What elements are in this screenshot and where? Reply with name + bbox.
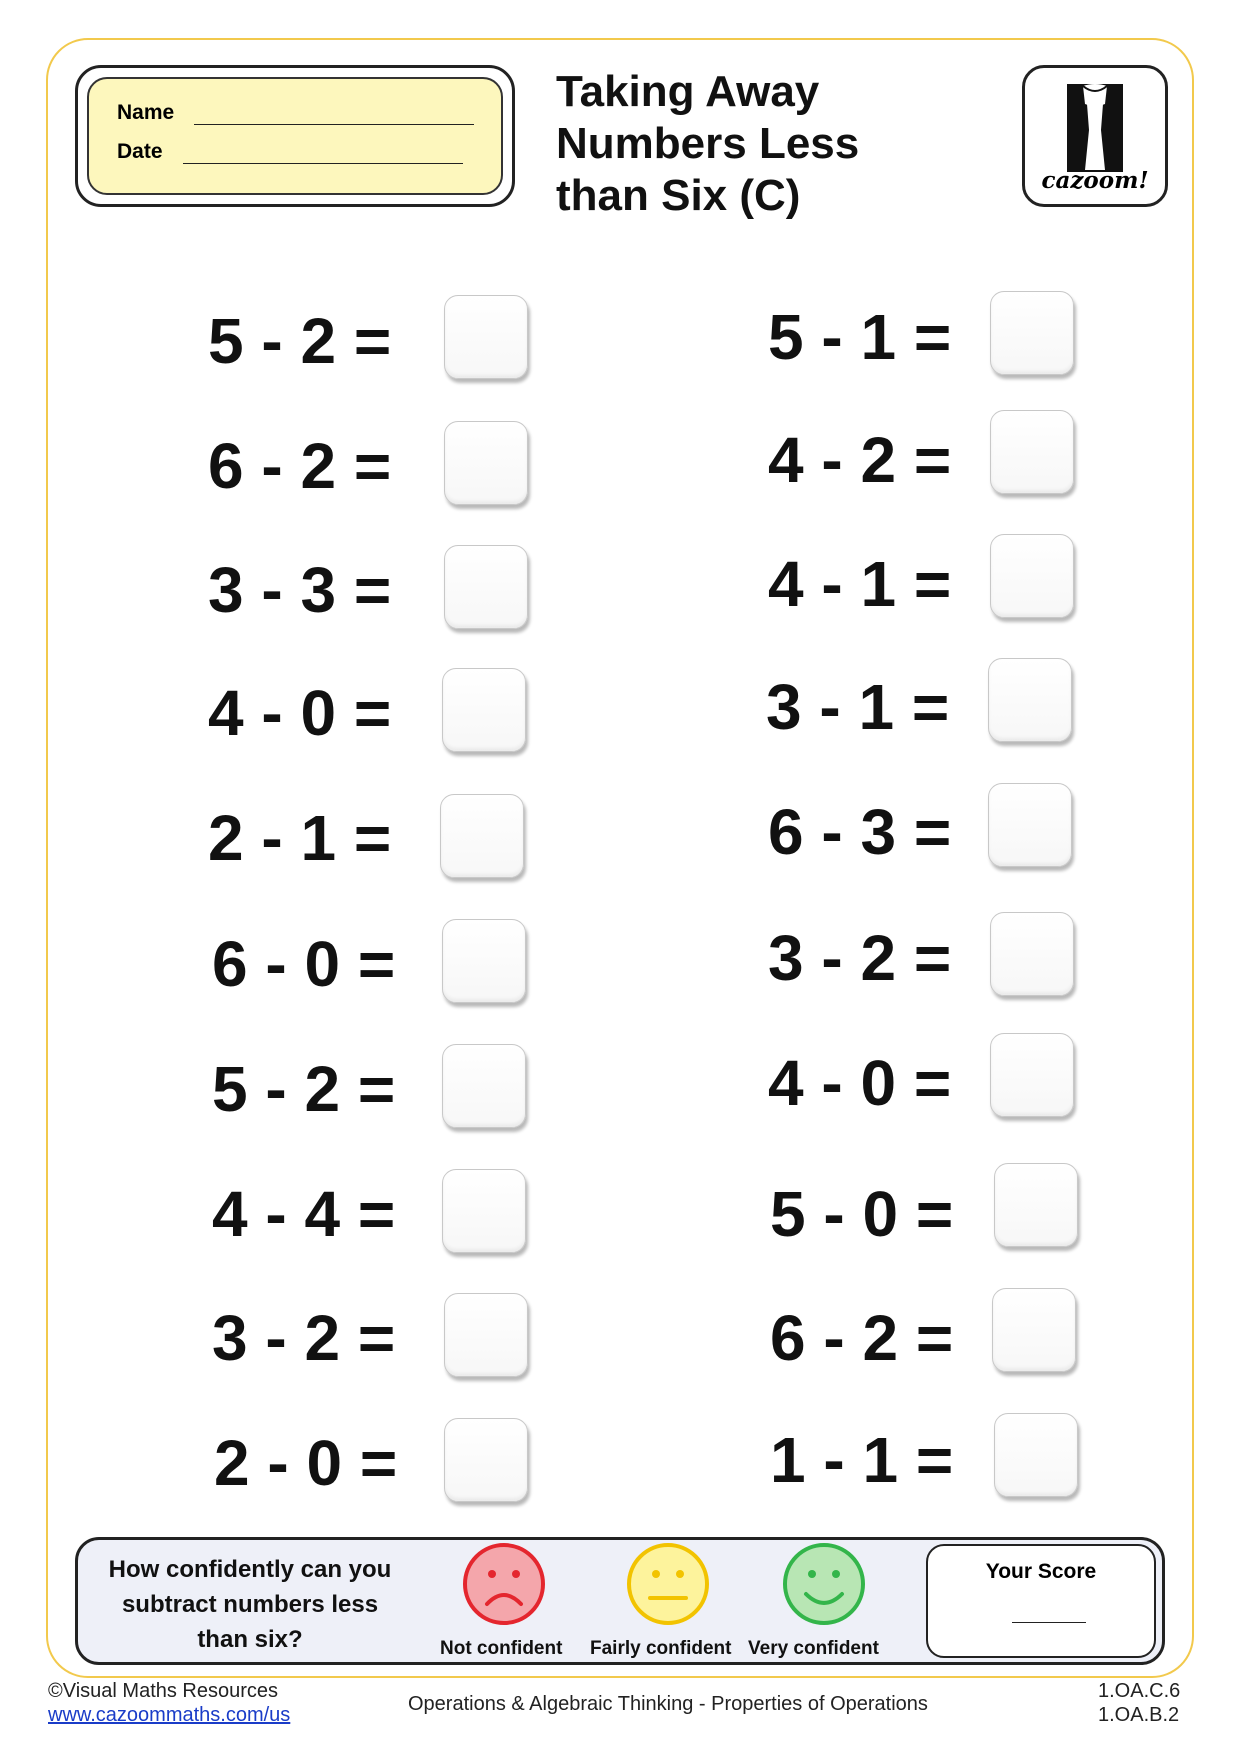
title-line-1: Taking Away: [556, 67, 820, 116]
problem-left-3: 3 - 3 =: [208, 554, 392, 626]
problem-right-2: 4 - 2 =: [768, 424, 952, 496]
problem-right-9: 6 - 2 =: [770, 1302, 954, 1374]
score-box[interactable]: [926, 1544, 1156, 1658]
problem-right-6: 3 - 2 =: [768, 922, 952, 994]
answer-box-right-4[interactable]: [988, 658, 1072, 742]
problem-left-2: 6 - 2 =: [208, 430, 392, 502]
answer-box-left-5[interactable]: [440, 794, 524, 878]
problem-right-5: 6 - 3 =: [768, 796, 952, 868]
answer-box-right-9[interactable]: [992, 1288, 1076, 1372]
standard-code-2: 1.OA.B.2: [1098, 1704, 1180, 1726]
copyright-text: ©Visual Maths Resources: [48, 1680, 279, 1702]
score-label: Your Score: [985, 1560, 1097, 1583]
problem-left-8: 4 - 4 =: [212, 1178, 396, 1250]
answer-box-left-2[interactable]: [444, 421, 528, 505]
confidence-question: How confidently can you subtract numbers less than six?: [108, 1556, 392, 1653]
title-line-2: Numbers Less: [556, 119, 860, 168]
answer-box-left-4[interactable]: [442, 668, 526, 752]
problem-left-7: 5 - 2 =: [212, 1053, 396, 1125]
answer-box-right-8[interactable]: [994, 1163, 1078, 1247]
answer-box-right-3[interactable]: [990, 534, 1074, 618]
answer-box-right-10[interactable]: [994, 1413, 1078, 1497]
answer-box-left-1[interactable]: [444, 295, 528, 379]
name-line[interactable]: [194, 106, 474, 125]
answer-box-left-9[interactable]: [444, 1293, 528, 1377]
problem-left-6: 6 - 0 =: [212, 928, 396, 1000]
date-label: Date: [117, 140, 163, 163]
score-line: [1012, 1622, 1086, 1623]
problem-right-7: 4 - 0 =: [768, 1047, 952, 1119]
date-line[interactable]: [183, 145, 463, 164]
problem-right-1: 5 - 1 =: [768, 301, 952, 373]
answer-box-right-6[interactable]: [990, 912, 1074, 996]
neutral-face-icon[interactable]: [626, 1542, 710, 1626]
website-link[interactable]: www.cazoommaths.com/us: [48, 1704, 291, 1726]
worksheet-title: [556, 66, 956, 222]
name-label: Name: [117, 101, 175, 124]
answer-box-right-5[interactable]: [988, 783, 1072, 867]
sad-face-icon[interactable]: [462, 1542, 546, 1626]
problem-right-10: 1 - 1 =: [770, 1424, 954, 1496]
problem-right-4: 3 - 1 =: [766, 671, 950, 743]
name-date-card-inner: [87, 77, 503, 195]
problem-left-5: 2 - 1 =: [208, 802, 392, 874]
problem-right-3: 4 - 1 =: [768, 548, 952, 620]
logo-text: cazoom!: [1041, 167, 1149, 194]
problem-left-4: 4 - 0 =: [208, 677, 392, 749]
answer-box-left-7[interactable]: [442, 1044, 526, 1128]
answer-box-left-3[interactable]: [444, 545, 528, 629]
not-confident-label: Not confident: [440, 1638, 563, 1659]
answer-box-left-10[interactable]: [444, 1418, 528, 1502]
topic-text: Operations & Algebraic Thinking - Properties of Operations: [408, 1693, 928, 1715]
answer-box-right-7[interactable]: [990, 1033, 1074, 1117]
name-date-card: [75, 65, 515, 207]
fairly-confident-label: Fairly confident: [590, 1638, 732, 1659]
problem-left-9: 3 - 2 =: [212, 1302, 396, 1374]
answer-box-left-8[interactable]: [442, 1169, 526, 1253]
happy-face-icon[interactable]: [782, 1542, 866, 1626]
answer-box-left-6[interactable]: [442, 919, 526, 1003]
cazoom-logo: [1022, 65, 1168, 207]
very-confident-label: Very confident: [748, 1638, 879, 1659]
date-field[interactable]: [117, 140, 463, 164]
problem-left-10: 2 - 0 =: [214, 1427, 398, 1499]
name-field[interactable]: [117, 101, 474, 125]
problem-right-8: 5 - 0 =: [770, 1178, 954, 1250]
answer-box-right-1[interactable]: [990, 291, 1074, 375]
problem-left-1: 5 - 2 =: [208, 305, 392, 377]
title-line-3: than Six (C): [556, 171, 801, 220]
standard-code-1: 1.OA.C.6: [1098, 1680, 1181, 1702]
drum-icon: [1025, 74, 1165, 174]
answer-box-right-2[interactable]: [990, 410, 1074, 494]
